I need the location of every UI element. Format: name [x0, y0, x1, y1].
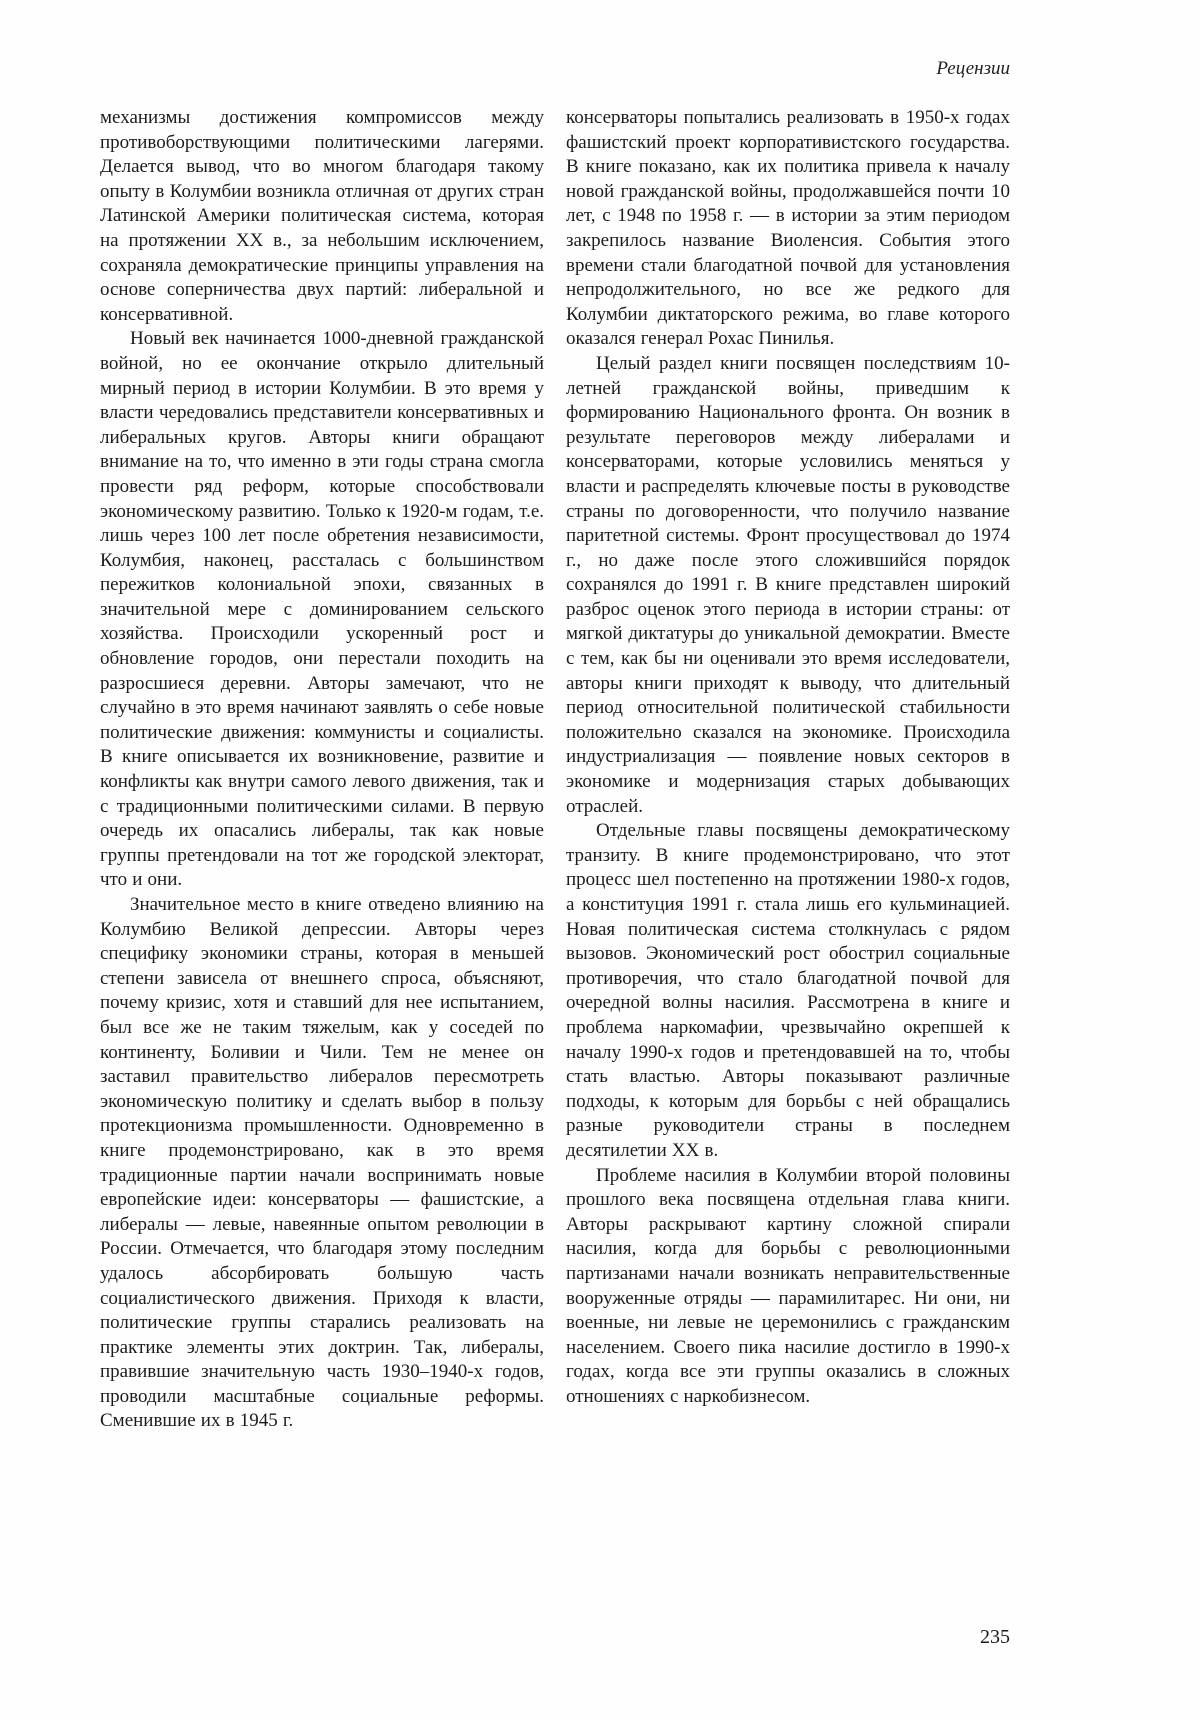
left-column	[100, 106, 544, 1434]
paragraph: Отдельные главы посвящены демократическому транзиту. В книге продемонстрировано, что этот процесс шел постепенно на протяжении 1980-х годов, а конституция 1991 г. стала лишь его кульминацией. Новая политическая система столкнулась с рядом вызовов. Экономический рост обострил социальные противоречия, что стало благодатной почвой для очередной волны насилия. Рассмотрена в книге и проблема наркомафии, чрезвычайно окрепшей к началу 1990-х годов и претендовавшей на то, чтобы стать властью. Авторы показывают различные подходы, к которым для борьбы с ней обращались разные руководители страны в последнем десятилетии XX в.	[566, 820, 1010, 1161]
paragraph: Значительное место в книге отведено влиянию на Колумбию Великой депрессии. Авторы через специфику экономики страны, которая в меньшей степени зависела от внешнего спроса, объясняют, почему кризис, хотя и ставший для нее испытанием, был все же не таким тяжелым, как у соседей по континенту, Боливии и Чили. Тем не менее он заставил правительство либералов пересмотреть экономическую политику и сделать выбор в пользу протекционизма промышленности. Одновременно в книге продемонстрировано, как в это время традиционные партии начали воспринимать новые европейские идеи: консерваторы — фашистские, а либералы — левые, навеянные опытом революции в России. Отмечается, что благодаря этому последним удалось абсорбировать большую часть социалистического движения. Приходя к власти, политические группы старались реализовать на практике элементы этих доктрин. Так, либералы, правившие значительную часть 1930–1940-х годов, проводили масштабные социальные реформы. Сменившие их в 1945 г.	[100, 894, 544, 1432]
running-header: Рецензии	[936, 58, 1010, 79]
paragraph: Проблеме насилия в Колумбии второй половины прошлого века посвящена отдельная глава книги. Авторы раскрывают картину сложной спирали насилия, когда для борьбы с революционными партизанами начали возникать неправительственные вооруженные отряды — парамилитарес. Ни они, ни военные, ни левые не церемонились с гражданским населением. Своего пика насилие достигло в 1990-х годах, когда все эти группы оказались в сложных отношениях с наркобизнесом.	[566, 1164, 1010, 1407]
paragraph: консерваторы попытались реализовать в 1950-х годах фашистский проект корпоративистского государства. В книге показано, как их политика привела к началу новой гражданской войны, продолжавшейся почти 10 лет, с 1948 по 1958 г. — в истории за этим периодом закрепилось название Виоленсия. События этого времени стали благодатной почвой для установления непродолжительного, но все же редкого для Колумбии диктаторского режима, во главе которого оказался генерал Рохас Пинилья.	[566, 107, 1010, 350]
paragraph: механизмы достижения компромиссов между противоборствующими политическими лагерями. Делается вывод, что во многом благодаря такому опыту в Колумбии возникла отличная от других стран Латинской Америки политическая система, которая на протяжении XX в., за небольшим исключением, сохраняла демократические принципы управления на основе соперничества двух партий: либеральной и консервативной.	[100, 107, 544, 325]
right-column	[566, 106, 1010, 1434]
text-columns	[100, 106, 1010, 1434]
page-number: 235	[980, 1626, 1010, 1648]
paragraph: Новый век начинается 1000-дневной гражданской войной, но ее окончание открыло длительный мирный период в истории Колумбии. В это время у власти чередовались представители консервативных и либеральных кругов. Авторы книги обращают внимание на то, что именно в эти годы страна смогла провести ряд реформ, которые способствовали экономическому развитию. Только к 1920-м годам, т.е. лишь через 100 лет после обретения независимости, Колумбия, наконец, рассталась с большинством пережитков колониальной эпохи, связанных в значительной мере с доминированием сельского хозяйства. Происходили ускоренный рост и обновление городов, они перестали походить на разросшиеся деревни. Авторы замечают, что не случайно в это время начинают заявлять о себе новые политические движения: коммунисты и социалисты. В книге описывается их возникновение, развитие и конфликты как внутри самого левого движения, так и с традиционными политическими силами. В первую очередь их опасались либералы, так как новые группы претендовали на тот же городской электорат, что и они.	[100, 328, 544, 891]
paragraph: Целый раздел книги посвящен последствиям 10-летней гражданской войны, приведшим к формированию Национального фронта. Он возник в результате переговоров между либералами и консерваторами, которые условились меняться у власти и распределять ключевые посты в руководстве страны по договоренности, что получило название паритетной системы. Фронт просуществовал до 1974 г., но даже после этого сложившийся порядок сохранялся до 1991 г. В книге представлен широкий разброс оценок этого периода в истории страны: от мягкой диктатуры до уникальной демократии. Вместе с тем, как бы ни оценивали это время исследователи, авторы книги приходят к выводу, что длительный период относительной политической стабильности положительно сказался на экономике. Происходила индустриализация — появление новых секторов в экономике и модернизация старых добывающих отраслей.	[566, 352, 1010, 817]
